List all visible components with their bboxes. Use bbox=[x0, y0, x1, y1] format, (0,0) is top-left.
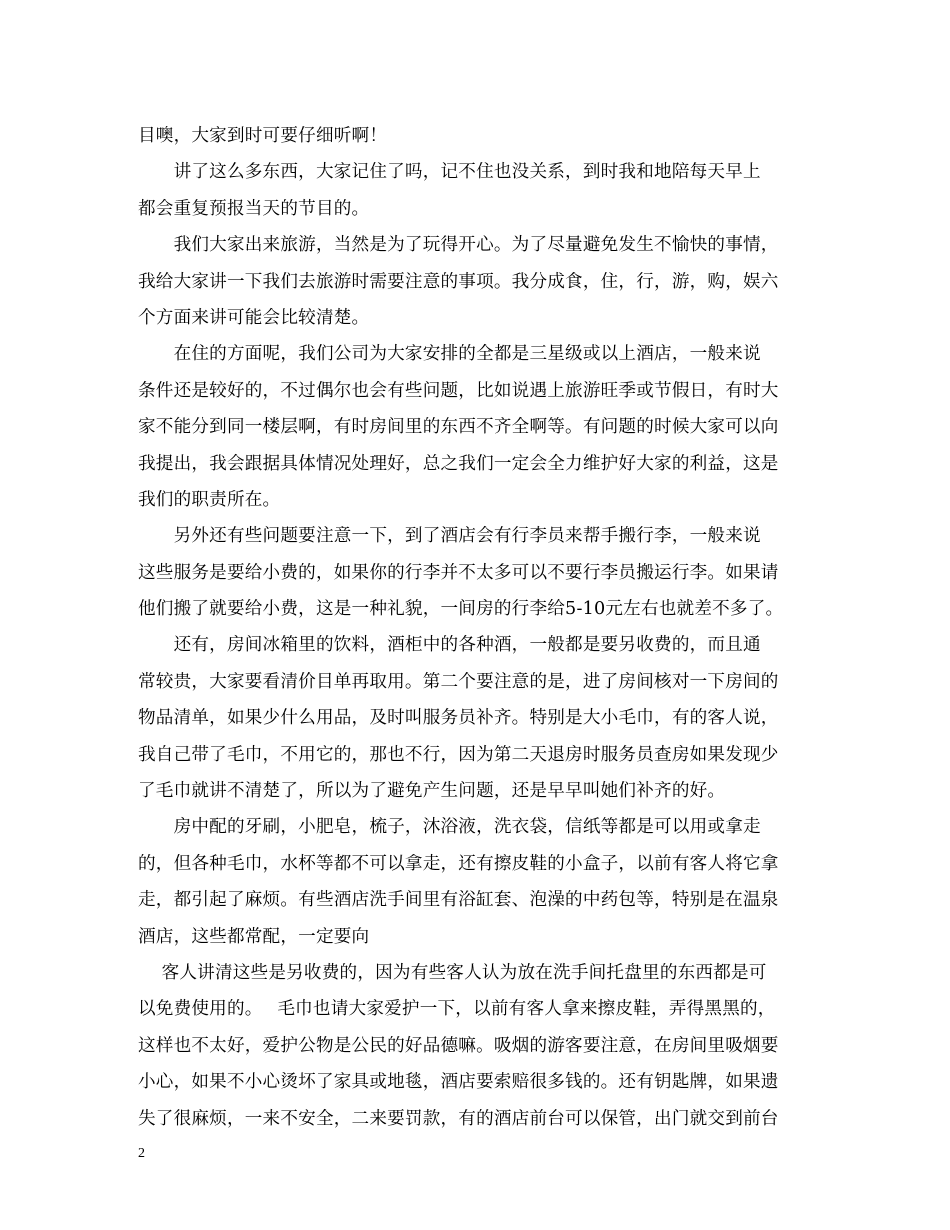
text-line: 以免费使用的。 毛巾也请大家爱护一下，以前有客人拿来擦皮鞋，弄得黑黑的， bbox=[138, 999, 776, 1020]
text-line: 家不能分到同一楼层啊，有时房间里的东西不齐全啊等。有问题的时候大家可以向 bbox=[138, 417, 779, 438]
text-line: 在住的方面呢，我们公司为大家安排的全都是三星级或以上酒店，一般来说 bbox=[138, 344, 761, 365]
text-line: 的，但各种毛巾，水杯等都不可以拿走，还有擦皮鞋的小盒子，以前有客人将它拿 bbox=[138, 853, 779, 874]
text-line: 物品清单，如果少什么用品，及时叫服务员补齐。特别是大小毛巾，有的客人说， bbox=[138, 708, 779, 729]
text-line: 条件还是较好的，不过偶尔也会有些问题，比如说遇上旅游旺季或节假日，有时大 bbox=[138, 380, 779, 401]
text-line: 讲了这么多东西，大家记住了吗，记不住也没关系，到时我和地陪每天早上 bbox=[138, 162, 761, 183]
page-number: 2 bbox=[138, 1146, 145, 1161]
text-line: 客人讲清这些是另收费的，因为有些客人认为放在洗手间托盘里的东西都是可 bbox=[138, 962, 767, 983]
text-line: 酒店，这些都常配，一定要向 bbox=[138, 926, 370, 947]
text-line: 房中配的牙刷，小肥皂，梳子，沐浴液，洗衣袋，信纸等都是可以用或拿走 bbox=[138, 817, 761, 838]
text-line: 另外还有些问题要注意一下，到了酒店会有行李员来帮手搬行李，一般来说 bbox=[138, 526, 761, 547]
text-line: 常较贵，大家要看清价目单再取用。第二个要注意的是，进了房间核对一下房间的 bbox=[138, 671, 779, 692]
text-line: 小心，如果不小心烫坏了家具或地毯，酒店要索赔很多钱的。还有钥匙牌，如果遗 bbox=[138, 1072, 779, 1093]
text-line: 还有，房间冰箱里的饮料，酒柜中的各种酒，一般都是要另收费的，而且通 bbox=[138, 635, 761, 656]
text-line: 这些服务是要给小费的，如果你的行李并不太多可以不要行李员搬运行李。如果请 bbox=[138, 562, 779, 583]
text-line: 了毛巾就讲不清楚了，所以为了避免产生问题，还是早早叫她们补齐的好。 bbox=[138, 781, 726, 802]
text-line: 我们的职责所在。 bbox=[138, 489, 281, 510]
text-line: 我提出，我会跟据具体情况处理好，总之我们一定会全力维护好大家的利益，这是 bbox=[138, 453, 779, 474]
text-line: 他们搬了就要给小费，这是一种礼貌，一间房的行李给5-10元左右也就差不多了。 bbox=[138, 599, 784, 620]
text-line: 这样也不太好，爱护公物是公民的好品德嘛。吸烟的游客要注意，在房间里吸烟要 bbox=[138, 1035, 779, 1056]
text-line: 都会重复预报当天的节目的。 bbox=[138, 198, 370, 219]
text-line: 我给大家讲一下我们去旅游时需要注意的事项。我分成食，住，行，游，购，娱六 bbox=[138, 271, 779, 292]
text-line: 走，都引起了麻烦。有些酒店洗手间里有浴缸套、泡澡的中药包等，特别是在温泉 bbox=[138, 890, 779, 911]
body-text bbox=[138, 118, 828, 1137]
text-line: 我自己带了毛巾，不用它的，那也不行，因为第二天退房时服务员查房如果发现少 bbox=[138, 744, 779, 765]
text-line: 我们大家出来旅游，当然是为了玩得开心。为了尽量避免发生不愉快的事情， bbox=[138, 235, 779, 256]
text-line: 目噢，大家到时可要仔细听啊！ bbox=[138, 126, 388, 146]
text-line: 个方面来讲可能会比较清楚。 bbox=[138, 307, 370, 328]
text-line: 失了很麻烦，一来不安全，二来要罚款，有的酒店前台可以保管，出门就交到前台 bbox=[138, 1108, 779, 1129]
